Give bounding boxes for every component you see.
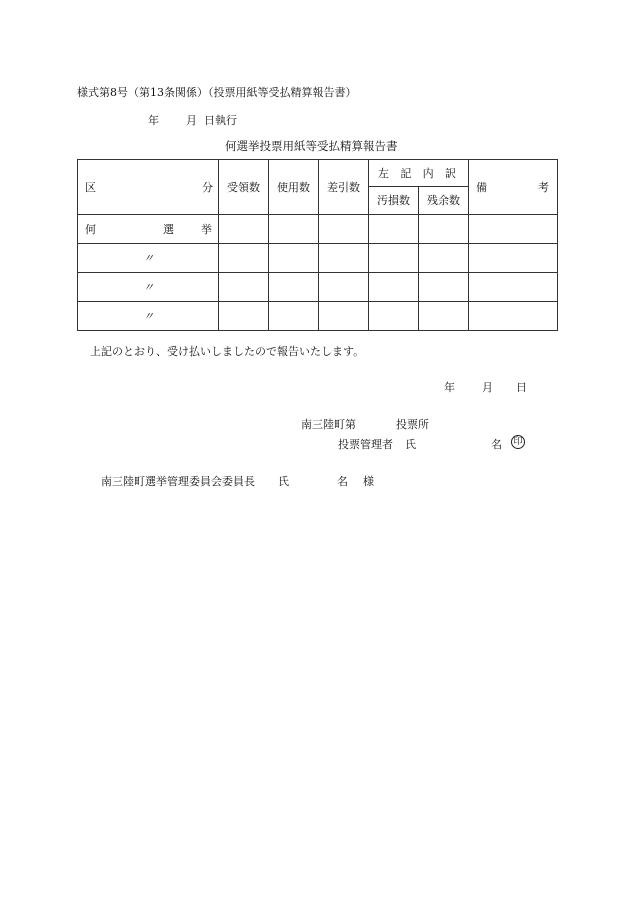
- seal-mark: [511, 435, 525, 449]
- header-received: 受領数: [219, 160, 269, 215]
- header-breakdown: [369, 160, 469, 187]
- table-row: [78, 244, 558, 273]
- exec-date-day: 日執行: [204, 114, 237, 127]
- cell-received: [219, 273, 269, 302]
- cell-difference: [319, 215, 369, 244]
- cell-used: [269, 273, 319, 302]
- table-header-row: [78, 160, 558, 187]
- table-row: [78, 215, 558, 244]
- report-date-month: 月: [482, 381, 493, 394]
- row-label-char: 挙: [201, 222, 212, 236]
- report-table: [77, 159, 558, 331]
- breakdown-char: 訳: [444, 166, 456, 180]
- polling-station-prefix: 南三陸町第: [301, 418, 356, 431]
- row-label-ditto: 〃: [78, 244, 219, 273]
- cell-received: [219, 215, 269, 244]
- row-label-char: 選: [163, 222, 174, 236]
- cell-remarks: [469, 215, 558, 244]
- cell-remarks: [469, 302, 558, 331]
- cell-difference: [319, 273, 369, 302]
- header-difference: 差引数: [319, 160, 369, 215]
- breakdown-char: 記: [400, 166, 412, 180]
- header-kubun-right: 分: [202, 180, 213, 194]
- report-statement: 上記のとおり、受け払いしましたので報告いたします。: [90, 345, 365, 358]
- header-remarks-right: 考: [538, 180, 549, 194]
- cell-remaining: [419, 215, 469, 244]
- cell-damaged: [369, 215, 419, 244]
- header-remaining: 残余数: [419, 187, 469, 215]
- cell-remarks: [469, 244, 558, 273]
- header-used: 使用数: [269, 160, 319, 215]
- cell-remarks: [469, 273, 558, 302]
- header-damaged: 汚損数: [369, 187, 419, 215]
- cell-remaining: [419, 244, 469, 273]
- addressee-shi: 氏: [278, 475, 289, 488]
- header-kubun-left: 区: [85, 180, 96, 194]
- cell-difference: [319, 244, 369, 273]
- row-label-char: 何: [85, 222, 96, 236]
- addressee-title: 南三陸町選挙管理委員会委員長: [101, 475, 255, 488]
- header-remarks: [469, 160, 558, 215]
- table-row: [78, 302, 558, 331]
- cell-remaining: [419, 273, 469, 302]
- seal-text: 印: [511, 435, 525, 449]
- cell-damaged: [369, 273, 419, 302]
- breakdown-char: 内: [422, 166, 434, 180]
- row-label-ditto: 〃: [78, 302, 219, 331]
- form-number: 様式第8号（第13条関係）（投票用紙等受払精算報告書）: [77, 86, 357, 99]
- table-row: [78, 273, 558, 302]
- exec-date-year: 年: [148, 114, 159, 127]
- row-label-ditto: 〃: [78, 273, 219, 302]
- cell-used: [269, 244, 319, 273]
- manager-mei: 名: [491, 438, 502, 451]
- manager-shi: 氏: [405, 438, 416, 451]
- document-title: 何選挙投票用紙等受払精算報告書: [225, 139, 398, 153]
- header-kubun: [78, 160, 219, 215]
- manager-title: 投票管理者: [338, 438, 393, 451]
- header-remarks-left: 備: [476, 180, 487, 194]
- cell-difference: [319, 302, 369, 331]
- addressee-sama: 様: [363, 475, 374, 488]
- row-label-election: [78, 215, 219, 244]
- report-date-year: 年: [444, 381, 455, 394]
- cell-received: [219, 244, 269, 273]
- addressee-mei: 名: [337, 475, 348, 488]
- cell-damaged: [369, 302, 419, 331]
- cell-received: [219, 302, 269, 331]
- breakdown-char: 左: [378, 166, 389, 180]
- cell-remaining: [419, 302, 469, 331]
- cell-used: [269, 215, 319, 244]
- report-date-day: 日: [516, 381, 527, 394]
- polling-station-suffix: 投票所: [396, 418, 429, 431]
- cell-used: [269, 302, 319, 331]
- exec-date-month: 月: [186, 114, 197, 127]
- cell-damaged: [369, 244, 419, 273]
